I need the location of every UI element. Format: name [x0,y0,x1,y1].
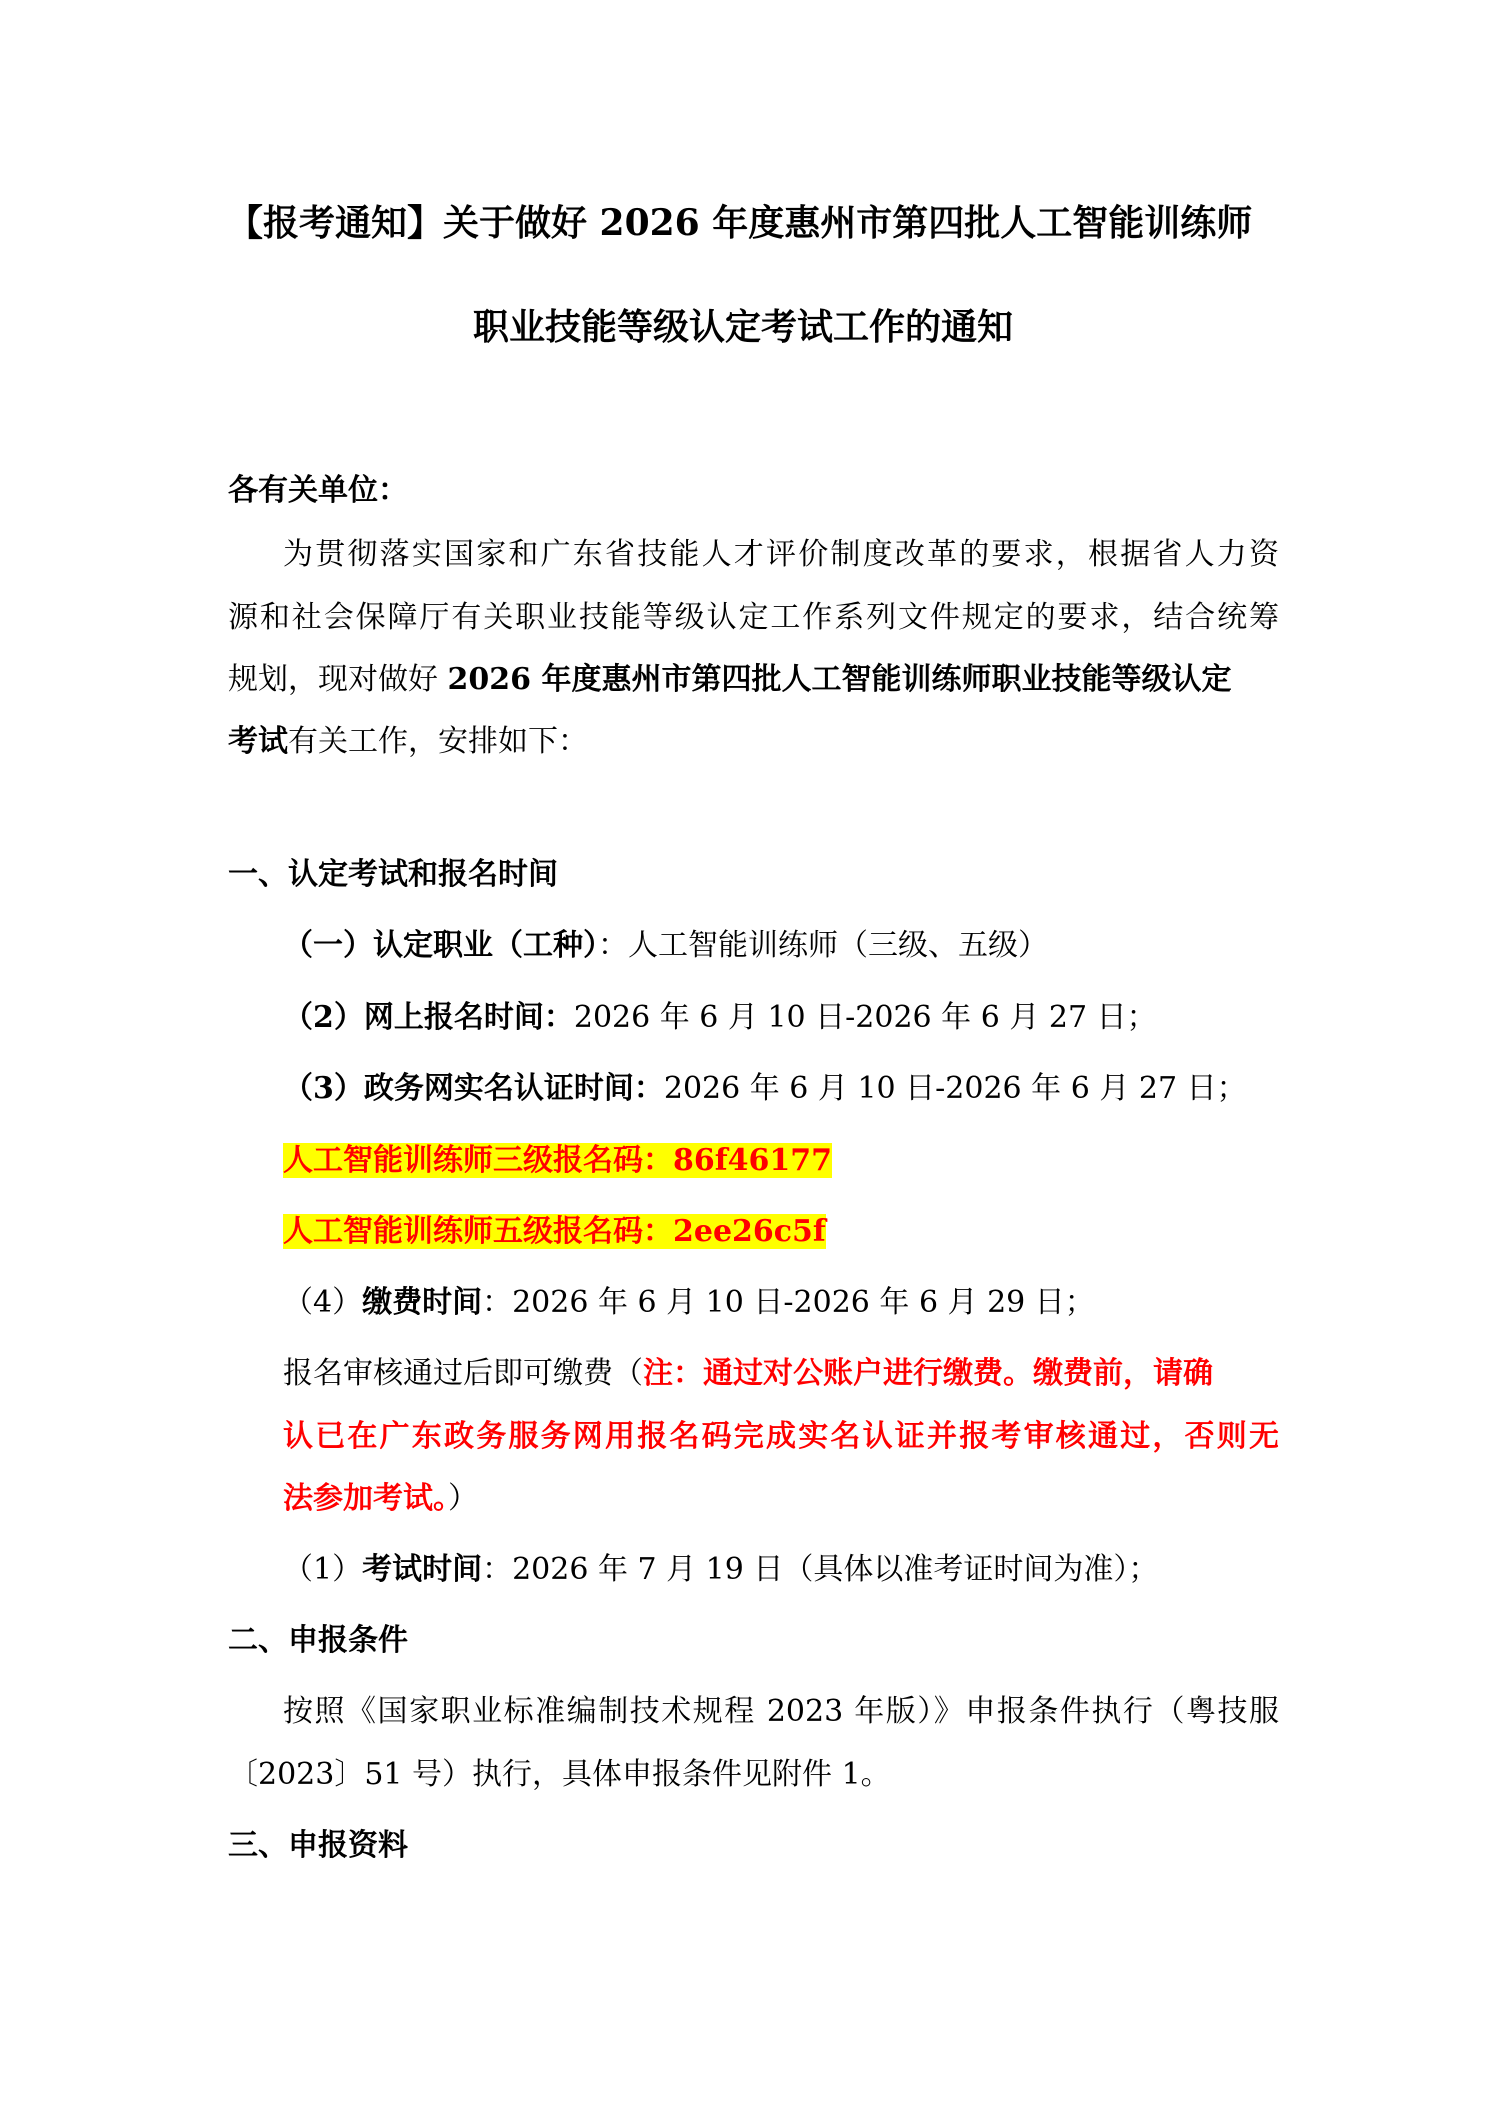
item-1-value: ：人工智能训练师（三级、五级） [598,928,1048,963]
intro-line-2: 源和社会保障厅有关职业技能等级认定工作系列文件规定的要求，结合统筹 [228,600,1279,635]
payment-note-line-1 [283,1353,1279,1395]
item-1-label: （一）认定职业（工种） [283,928,598,963]
salutation: 各有关单位： [228,473,408,508]
section-1-item-2 [283,997,1157,1039]
section-3-heading: 三、申报资料 [228,1828,408,1863]
registration-code-level-5 [283,1211,826,1253]
item-4-label: 缴费时间 [362,1285,483,1320]
section-1-item-1 [283,925,1048,967]
exam-time-label: 考试时间 [362,1552,483,1587]
section-2-line-1: 按照《国家职业标准编制技术规程 2023 年版）》申报条件执行（粤技服 [283,1694,1279,1729]
payment-note-red-3: 法参加考试。 [283,1481,448,1516]
document-title-line-2: 职业技能等级认定考试工作的通知 [473,306,1014,348]
intro-line-3-prefix: 规划，现对做好 [228,662,448,697]
registration-code-level-5-text: 人工智能训练师五级报名码：2ee26c5f [283,1214,826,1249]
registration-code-level-3 [283,1140,832,1182]
payment-note-normal: 报名审核通过后即可缴费（ [283,1356,643,1391]
section-2-line-2: 〔2023〕51 号）执行，具体申报条件见附件 1。 [228,1757,891,1792]
section-1-item-3 [283,1068,1247,1110]
intro-line-4-bold: 考试 [228,724,288,759]
item-3-value: 2026 年 6 月 10 日-2026 年 6 月 27 日； [663,1071,1247,1106]
intro-line-4-rest: 有关工作，安排如下： [288,724,588,759]
registration-code-level-3-text: 人工智能训练师三级报名码：86f46177 [283,1143,833,1178]
exam-time-prefix: （1） [283,1552,363,1587]
payment-note-close: ） [448,1481,478,1516]
payment-note-line-3 [283,1478,478,1520]
section-2-heading: 二、申报条件 [228,1623,408,1658]
section-1-item-4 [283,1282,1095,1324]
intro-line-1: 为贯彻落实国家和广东省技能人才评价制度改革的要求，根据省人力资 [283,537,1279,572]
intro-line-4 [228,721,588,763]
payment-note-red-1: 注：通过对公账户进行缴费。缴费前，请确 [643,1356,1213,1391]
payment-note-line-2: 认已在广东政务服务网用报名码完成实名认证并报考审核通过，否则无 [283,1419,1279,1454]
item-3-label: （3）政务网实名认证时间： [283,1071,664,1106]
exam-time [283,1549,1158,1591]
item-2-value: 2026 年 6 月 10 日-2026 年 6 月 27 日； [573,1000,1157,1035]
intro-line-3-bold: 2026 年度惠州市第四批人工智能训练师职业技能等级认定 [447,662,1232,697]
item-2-label: （2）网上报名时间： [283,1000,574,1035]
item-4-value: ：2026 年 6 月 10 日-2026 年 6 月 29 日； [482,1285,1095,1320]
exam-time-value: ：2026 年 7 月 19 日（具体以准考证时间为准）； [482,1552,1159,1587]
section-1-heading: 一、认定考试和报名时间 [228,857,558,892]
document-title-line-1: 【报考通知】关于做好 2026 年度惠州市第四批人工智能训练师 [227,202,1253,244]
item-4-prefix: （4） [283,1285,363,1320]
intro-line-3 [228,659,1232,701]
